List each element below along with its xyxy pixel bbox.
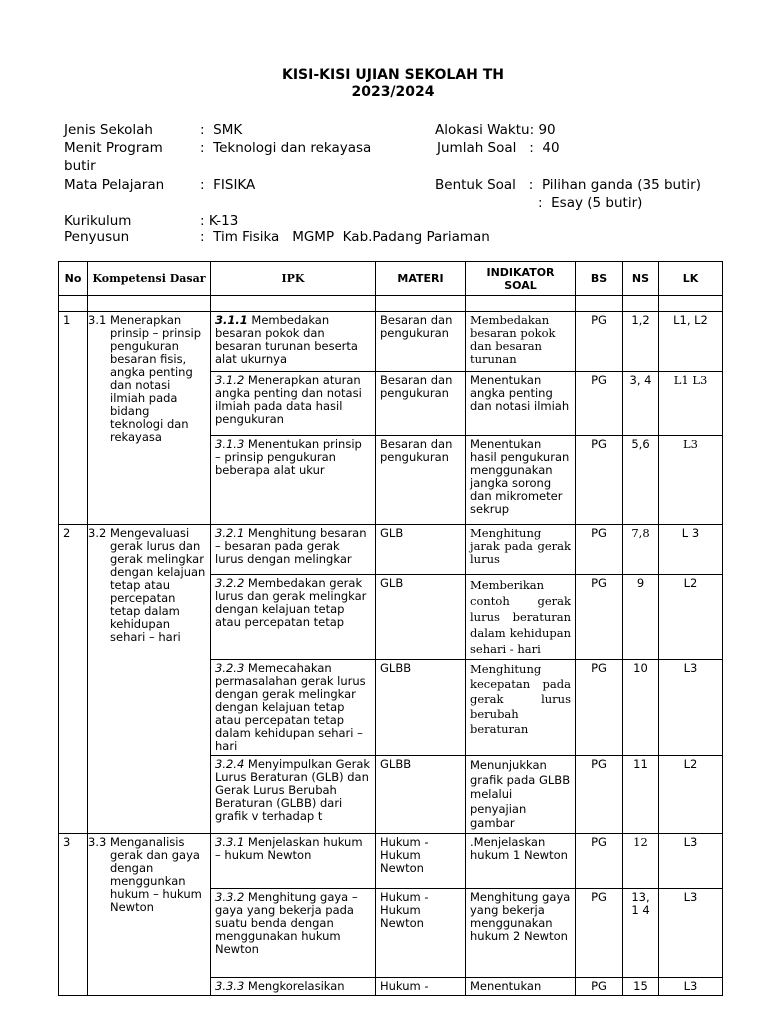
header-indikator-soal: INDIKATOR SOAL [466, 262, 576, 296]
kompetensi-dasar-cell: 3.3 Menganalisis gerak dan gaya dengan menggunkan hukum – hukum Newton [88, 833, 211, 995]
ipk-cell: 3.3.2 Menghitung gaya – gaya yang bekerja pada suatu benda dengan menggunakan hukum Newton [211, 888, 376, 977]
bs-cell: PG [576, 525, 623, 575]
mata-pelajaran-label: Mata Pelajaran [64, 177, 165, 193]
kisi-kisi-table [58, 261, 723, 996]
jenis-sekolah-label: Jenis Sekolah [64, 122, 153, 138]
indikator-cell: Menentukan angka penting dan notasi ilmiah [466, 372, 576, 436]
ipk-cell: 3.2.1 Menghitung besaran – besaran pada gerak lurus dengan melingkar [211, 525, 376, 575]
ns-cell: 12 [623, 833, 659, 888]
jenis-sekolah-value: : SMK [200, 122, 243, 138]
ipk-cell: 3.3.3 Mengkorelasikan [211, 977, 376, 995]
lk-cell: L3 [659, 977, 723, 995]
ipk-cell: 3.2.2 Membedakan gerak lurus dan gerak melingkar dengan kelajuan tetap atau percepatan tetap [211, 575, 376, 660]
kurikulum-label: Kurikulum [64, 213, 132, 229]
materi-cell: GLBB [376, 660, 466, 756]
ns-cell: 10 [623, 660, 659, 756]
indikator-cell: Menunjukkan grafik pada GLBB melalui penyajian gambar [466, 756, 576, 834]
bs-cell: PG [576, 372, 623, 436]
bs-cell: PG [576, 977, 623, 995]
table-row [59, 833, 723, 888]
ns-cell: 5,6 [623, 436, 659, 525]
materi-cell: GLB [376, 525, 466, 575]
table-row [59, 312, 723, 372]
ipk-cell: 3.1.1 Membedakan besaran pokok dan besaran turunan beserta alat ukurnya [211, 312, 376, 372]
indikator-cell: Menghitung kecepatan pada gerak lurus berubah beraturan [466, 660, 576, 756]
jumlah-soal: Jumlah Soal : 40 [437, 140, 560, 156]
bs-cell: PG [576, 575, 623, 660]
header-materi: MATERI [376, 262, 466, 296]
materi-cell: Besaran dan pengukuran [376, 372, 466, 436]
penyusun-label: Penyusun [64, 229, 130, 245]
materi-cell: Besaran dan pengukuran [376, 436, 466, 525]
ipk-cell: 3.3.1 Menjelaskan hukum – hukum Newton [211, 833, 376, 888]
ns-cell: 3, 4 [623, 372, 659, 436]
lk-cell: L3 [659, 888, 723, 977]
materi-cell: Besaran dan pengukuran [376, 312, 466, 372]
ns-cell: 1,2 [623, 312, 659, 372]
materi-cell: GLBB [376, 756, 466, 834]
ipk-cell: 3.1.2 Menerapkan aturan angka penting dan notasi ilmiah pada data hasil pengukuran [211, 372, 376, 436]
lk-cell: L2 [659, 575, 723, 660]
indikator-cell: .Menjelaskan hukum 1 Newton [466, 833, 576, 888]
lk-cell: L1, L2 [659, 312, 723, 372]
bs-cell: PG [576, 756, 623, 834]
lk-cell: L3 [659, 436, 723, 525]
lk-cell: L 3 [659, 525, 723, 575]
materi-cell: Hukum - Hukum Newton [376, 888, 466, 977]
ipk-cell: 3.1.3 Menentukan prinsip – prinsip pengukuran beberapa alat ukur [211, 436, 376, 525]
lk-cell: L3 [659, 660, 723, 756]
lk-cell: L1 L3 [659, 372, 723, 436]
alokasi-waktu: Alokasi Waktu: 90 [435, 122, 556, 138]
ns-cell: 11 [623, 756, 659, 834]
bs-cell: PG [576, 312, 623, 372]
bs-cell: PG [576, 436, 623, 525]
materi-cell: GLB [376, 575, 466, 660]
materi-cell: Hukum - Hukum Newton [376, 833, 466, 888]
row-number: 1 [59, 312, 88, 525]
ipk-cell: 3.2.3 Memecahakan permasalahan gerak lurus dengan gerak melingkar dengan kelajuan tetap atau percepatan tetap dalam kehidupan sehari – hari [211, 660, 376, 756]
lk-cell: L2 [659, 756, 723, 834]
header-ipk: IPK [211, 262, 376, 296]
table-row [59, 525, 723, 575]
indikator-cell: Menentukan hasil pengukuran menggunakan jangka sorong dan mikrometer sekrup [466, 436, 576, 525]
kompetensi-dasar-cell: 3.2 Mengevaluasi gerak lurus dan gerak melingkar dengan kelajuan tetap atau percepatan tetap dalam kehidupan sehari – hari [88, 525, 211, 834]
kurikulum-value: : K-13 [200, 213, 239, 229]
indikator-cell: Menghitung jarak pada gerak lurus [466, 525, 576, 575]
ns-cell: 9 [623, 575, 659, 660]
header-lk: LK [659, 262, 723, 296]
ns-cell: 15 [623, 977, 659, 995]
menit-program-value: : Teknologi dan rekayasa [200, 140, 372, 156]
bs-cell: PG [576, 660, 623, 756]
indikator-cell: Membedakan besaran pokok dan besaran turunan [466, 312, 576, 372]
header-ns: NS [623, 262, 659, 296]
materi-cell: Hukum - [376, 977, 466, 995]
document-title: KISI-KISI UJIAN SEKOLAH TH 2023/2024 [282, 67, 504, 100]
row-number: 2 [59, 525, 88, 834]
menit-program-label: Menit Program [64, 140, 163, 156]
bentuk-soal: Bentuk Soal : Pilihan ganda (35 butir) [435, 177, 701, 193]
ns-cell: 13, 1 4 [623, 888, 659, 977]
indikator-cell: Menghitung gaya yang bekerja menggunakan hukum 2 Newton [466, 888, 576, 977]
table-header-row [59, 262, 723, 296]
indikator-cell: Memberikan contoh gerak lurus beraturan dalam kehidupan sehari - hari [466, 575, 576, 660]
ipk-cell: 3.2.4 Menyimpulkan Gerak Lurus Beraturan (GLB) dan Gerak Lurus Berubah Beraturan (GLBB) dari grafik v terhadap t [211, 756, 376, 834]
lk-cell: L3 [659, 833, 723, 888]
butir-text: butir [64, 158, 96, 174]
spacer-row [59, 296, 723, 312]
bs-cell: PG [576, 888, 623, 977]
header-no: No [59, 262, 88, 296]
header-kompetensi-dasar: Kompetensi Dasar [88, 262, 211, 296]
ns-cell: 7,8 [623, 525, 659, 575]
row-number: 3 [59, 833, 88, 995]
kompetensi-dasar-cell: 3.1 Menerapkan prinsip – prinsip pengukuran besaran fisis, angka penting dan notasi ilmiah pada bidang teknologi dan rekayasa [88, 312, 211, 525]
penyusun-value: : Tim Fisika MGMP Kab.Padang Pariaman [200, 229, 490, 245]
mata-pelajaran-value: : FISIKA [200, 177, 256, 193]
indikator-cell: Menentukan [466, 977, 576, 995]
bentuk-soal-esay: : Esay (5 butir) [538, 195, 643, 211]
header-bs: BS [576, 262, 623, 296]
bs-cell: PG [576, 833, 623, 888]
